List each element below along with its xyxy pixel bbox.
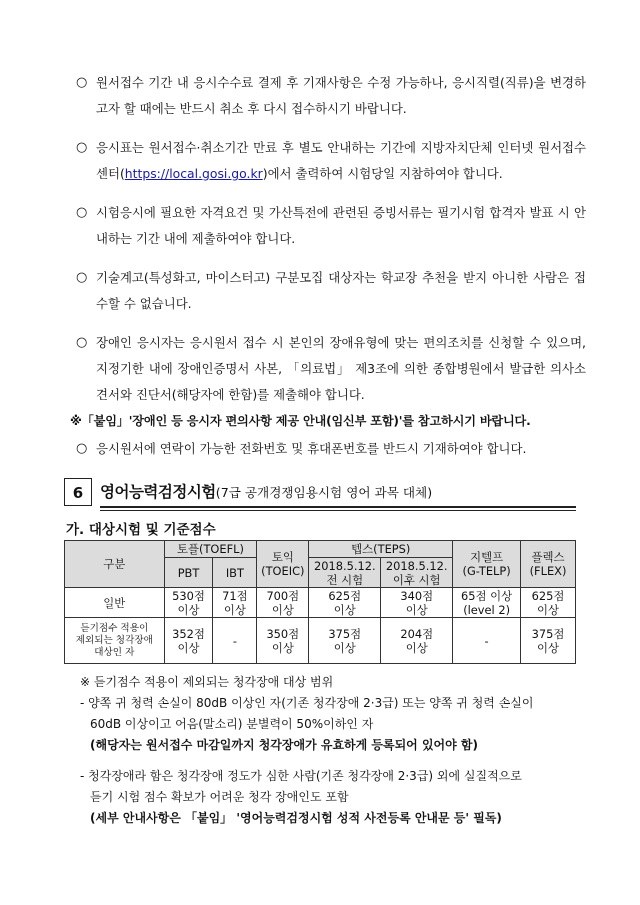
- th-flex-line1: 플렉스: [531, 550, 565, 564]
- cell-line: 이상: [271, 602, 294, 617]
- cell-line: 듣기점수 적용이: [80, 622, 149, 634]
- bullet-text-after: )에서 출력하여 시험당일 지참하여야 합니다.: [262, 166, 503, 181]
- bullet-marker: ○: [76, 335, 88, 350]
- cell-teps-after: [381, 618, 453, 664]
- cell-teps-before: [309, 588, 381, 618]
- th-gtelp: [453, 541, 521, 588]
- bullet-item: [76, 330, 586, 408]
- bullet-text: [96, 135, 586, 187]
- th-toeic-line1: 토익: [271, 550, 294, 564]
- reference-note: ※「붙임」'장애인 등 응시자 편의사항 제공 안내(임신부 포함)'를 참고하시기 바랍니다.: [70, 414, 531, 428]
- cell-line: 이상: [177, 640, 200, 655]
- bullet-marker: ○: [76, 140, 88, 155]
- th-teps-before: [309, 558, 381, 588]
- notes-item2-bold: (세부 안내사항은 「붙임」 '영어능력검정시험 성적 사전등록 안내문 등' 필독): [90, 811, 502, 825]
- cell-toeic: [257, 618, 309, 664]
- bullet-item: [76, 70, 586, 122]
- bullet-marker: ○: [76, 270, 88, 285]
- th-category: 구분: [65, 541, 165, 588]
- th-toeic-line2: (TOEIC): [261, 564, 305, 578]
- cell-line: 530점: [172, 588, 205, 603]
- th-teps-after-line1: 2018.5.12.: [385, 558, 448, 573]
- cell-line: 375점: [531, 626, 565, 641]
- bullet-item: [76, 265, 586, 317]
- cell-flex: [521, 618, 576, 664]
- cell-teps-after: [381, 588, 453, 618]
- notes-item2-line1: - 청각장애라 함은 청각장애 정도가 심한 사람(기존 청각장애 2·3급) 외에 실질적으로: [80, 769, 522, 783]
- bullet-text: 장애인 응시자는 응시원서 접수 시 본인의 장애유형에 맞는 편의조치를 신청할 수 있으며, 지정기한 내에 장애인증명서 사본, 「의료법」 제3조에 의한 종합병원에서 발급한 의사소견서와 진단서(해당자에 한함)를 제출해야 합니다.: [96, 335, 586, 402]
- section-underline: [100, 506, 576, 508]
- th-gtelp-line1: 지텔프: [470, 550, 504, 564]
- cell-line: 대상인 자: [94, 646, 135, 658]
- th-teps-before-line1: 2018.5.12.: [313, 558, 376, 573]
- cell-line: 340점: [400, 588, 434, 603]
- bullet-text: 원서접수 기간 내 응시수수료 결제 후 기재사항은 수정 가능하나, 응시직렬(직류)을 변경하고자 할 때에는 반드시 취소 후 다시 접수하시기 바랍니다.: [96, 75, 586, 116]
- cell-line: 71점: [222, 588, 248, 603]
- row-label-hearing: [65, 618, 165, 664]
- bullet-text: 응시원서에 연락이 가능한 전화번호 및 휴대폰번호를 반드시 기재하여야 합니다.: [96, 441, 527, 456]
- notice-bullet-list: [70, 70, 586, 475]
- notes-heading: ※ 듣기점수 적용이 제외되는 청각장애 대상 범위: [80, 675, 334, 689]
- cell-line: 이상: [405, 602, 428, 617]
- table-row: [65, 588, 576, 618]
- cell-line: (level 2): [463, 602, 511, 617]
- cell-line: 이상: [271, 640, 294, 655]
- cell-line: 이상: [333, 640, 356, 655]
- bullet-item: [76, 200, 586, 252]
- bullet-text: 기술계고(특성화고, 마이스터고) 구분모집 대상자는 학교장 추천을 받지 아니한 사람은 접수할 수 없습니다.: [96, 270, 586, 311]
- bullet-marker: ○: [76, 75, 88, 90]
- notes-item1-bold: (해당자는 원서접수 마감일까지 청각장애가 유효하게 등록되어 있어야 함): [90, 738, 478, 752]
- bullet-text: 시험응시에 필요한 자격요건 및 가산특전에 관련된 증빙서류는 필기시험 합격자 발표 시 안내하는 기간 내에 제출하여야 합니다.: [96, 205, 586, 246]
- section-underline-thin: [100, 510, 576, 511]
- th-ibt: IBT: [213, 558, 257, 588]
- notes-item1-line1: - 양쪽 귀 청력 손실이 80dB 이상인 자(기존 청각장애 2·3급) 또는 양쪽 귀 청력 손실이: [80, 696, 534, 710]
- section-number: 6: [64, 478, 92, 506]
- score-table: [64, 540, 576, 664]
- cell-line: 이상: [177, 602, 200, 617]
- bullet-item: [76, 436, 586, 462]
- cell-gtelp: [453, 588, 521, 618]
- notes-spacer: [80, 756, 580, 766]
- cell-line: 352점: [172, 626, 205, 641]
- cell-teps-before: [309, 618, 381, 664]
- cell-line: 700점: [266, 588, 300, 603]
- th-pbt: PBT: [164, 558, 213, 588]
- th-flex-line2: (FLEX): [529, 564, 567, 578]
- th-teps: 텝스(TEPS): [309, 541, 453, 558]
- cell-line: 이상: [405, 640, 428, 655]
- cell-line: 이상: [537, 640, 560, 655]
- th-gtelp-line2: (G-TELP): [462, 564, 511, 578]
- bullet-item: [76, 135, 586, 187]
- cell-line: 625점: [531, 588, 565, 603]
- hearing-impairment-notes: [80, 672, 580, 829]
- th-teps-before-line2: 전 시험: [326, 572, 364, 587]
- th-flex: [521, 541, 576, 588]
- cell-line: 이상: [223, 602, 246, 617]
- cell-line: 이상: [333, 602, 356, 617]
- section-title-sub: (7급 공개경쟁임용시험 영어 과목 대체): [215, 485, 433, 500]
- cell-line: 204점: [400, 626, 434, 641]
- cell-toeic: [257, 588, 309, 618]
- cell-line: 350점: [266, 626, 300, 641]
- section-header: [64, 478, 576, 508]
- cell-gtelp: -: [453, 618, 521, 664]
- cell-ibt: -: [213, 618, 257, 664]
- table-row: [65, 618, 576, 664]
- th-toefl: 토플(TOEFL): [164, 541, 257, 558]
- th-toeic: [257, 541, 309, 588]
- cell-pbt: [164, 618, 213, 664]
- cell-line: 625점: [328, 588, 362, 603]
- section-title-main: 영어능력검정시험: [100, 483, 216, 501]
- bullet-marker: ○: [76, 441, 88, 456]
- notes-item1-line2: 60dB 이상이고 어음(말소리) 분별력이 50%이하인 자: [90, 717, 374, 731]
- cell-pbt: [164, 588, 213, 618]
- cell-ibt: [213, 588, 257, 618]
- cell-line: 65점 이상: [461, 588, 513, 603]
- notes-item2-line2: 듣기 시험 점수 확보가 어려운 청각 장애인도 포함: [90, 790, 349, 804]
- th-teps-after: [381, 558, 453, 588]
- cell-flex: [521, 588, 576, 618]
- th-teps-after-line2: 이후 시험: [392, 572, 441, 587]
- bullet-text-before: 응시표는 원서접수·취소기간 만료 후 별도 안내하는 기간에 지방자치단체 인터넷 원서접수센터(: [96, 140, 586, 181]
- section-title: [100, 478, 432, 506]
- cell-line: 375점: [328, 626, 362, 641]
- bullet-marker: ○: [76, 205, 88, 220]
- gosi-link[interactable]: https://local.gosi.go.kr: [124, 166, 263, 181]
- row-label-general: 일반: [65, 588, 165, 618]
- cell-line: 제외되는 청각장애: [75, 634, 153, 646]
- subheading: 가. 대상시험 및 기준점수: [66, 522, 216, 538]
- cell-line: 이상: [537, 602, 560, 617]
